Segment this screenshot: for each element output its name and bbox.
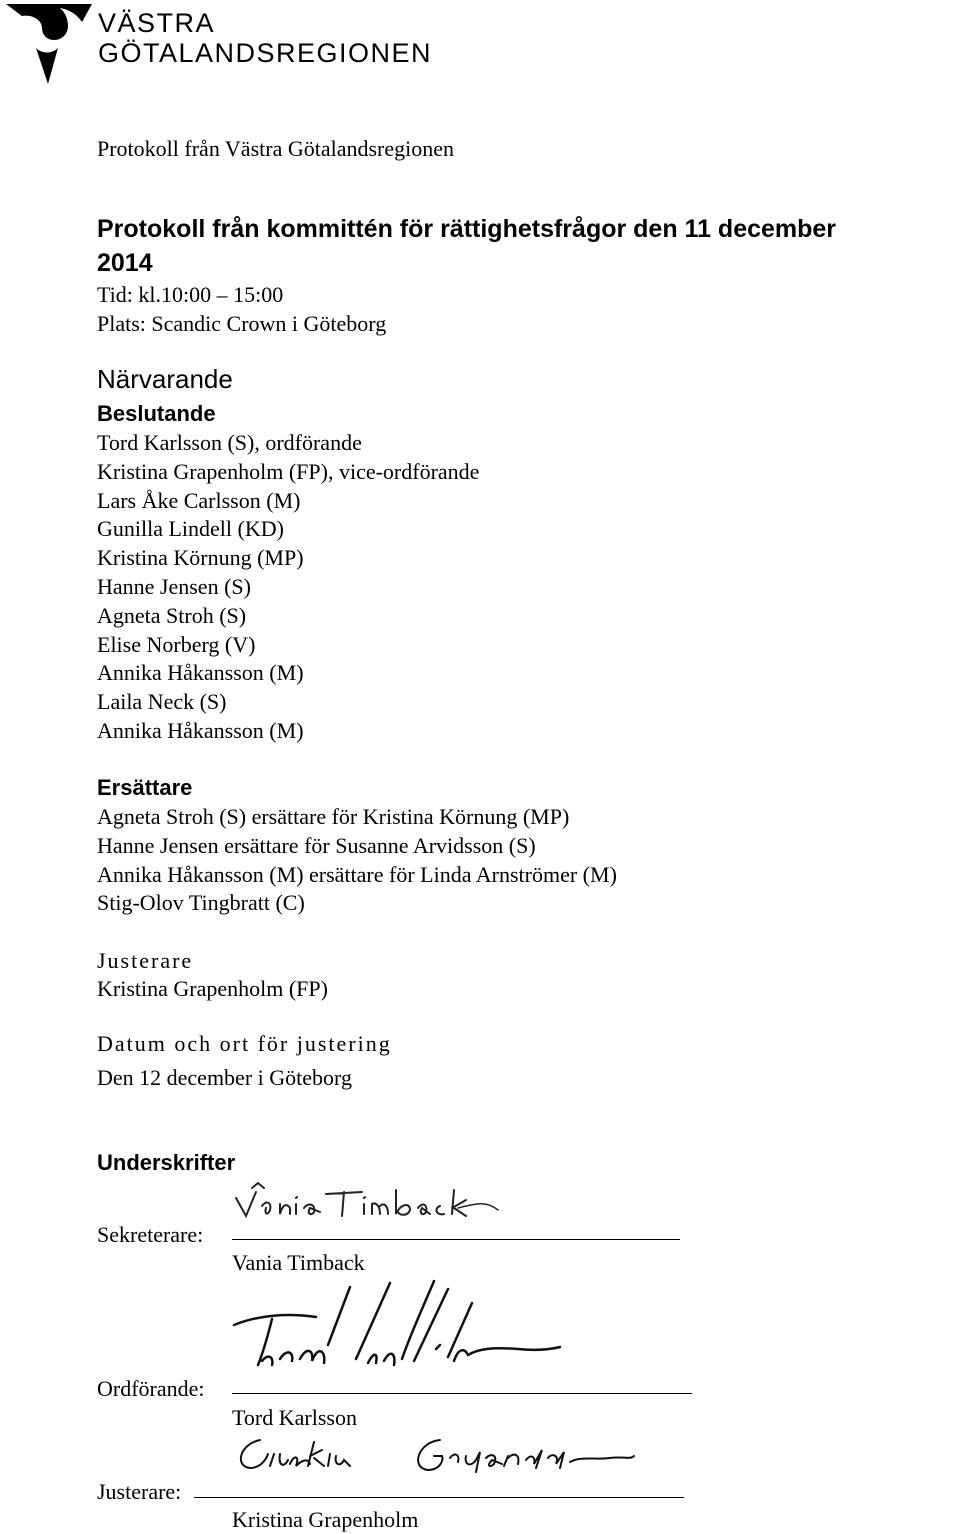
list-item: Lars Åke Carlsson (M) [97,487,301,513]
signatures-heading: Underskrifter [97,1150,236,1175]
substitutes-heading: Ersättare [97,775,193,800]
decision-members-list [97,429,479,746]
list-item: Elise Norberg (V) [97,631,256,657]
substitutes-list [97,803,617,918]
signature-name-secretary: Vania Timback [232,1250,365,1275]
logo [0,0,433,90]
meeting-place: Plats: Scandic Crown i Göteborg [97,311,387,336]
signature-role-adjuster: Justerare: [97,1479,182,1504]
list-item: Hanne Jensen ersättare för Susanne Arvidsson (S) [97,832,536,858]
list-item: Laila Neck (S) [97,689,227,715]
signature-adjuster-icon [230,1430,640,1480]
list-item: Tord Karlsson (S), ordförande [97,430,362,455]
logo-line-1: VÄSTRA [98,8,216,38]
list-item: Annika Håkansson (M) [97,660,304,686]
signature-secretary-icon [230,1178,520,1228]
adjust-date-heading: Datum och ort för justering [97,1031,392,1056]
list-item: Agneta Stroh (S) [97,602,247,628]
list-item: Stig-Olov Tingbratt (C) [97,890,305,916]
list-item: Hanne Jensen (S) [97,573,251,599]
logo-line-2: GÖTALANDSREGIONEN [98,38,433,68]
list-item: Kristina Körnung (MP) [97,545,304,571]
signature-line-chair [232,1393,692,1394]
adjusters-heading: Justerare [97,948,194,973]
list-item: Gunilla Lindell (KD) [97,516,284,542]
present-heading: Närvarande [97,364,233,394]
signature-line-adjuster [194,1497,684,1498]
document-header: Protokoll från Västra Götalandsregionen [97,136,455,161]
adjust-date: Den 12 december i Göteborg [97,1065,352,1090]
list-item: Annika Håkansson (M) [97,717,304,743]
signature-chair-icon [228,1275,568,1375]
list-item: Annika Håkansson (M) ersättare för Linda Arnströmer (M) [97,861,617,887]
list-item: Agneta Stroh (S) ersättare för Kristina Körnung (MP) [97,804,570,829]
signature-name-chair: Tord Karlsson [232,1405,357,1430]
page-title-line-1: Protokoll från kommittén för rättighetsfrågor den 11 december [97,215,837,243]
adjuster-name: Kristina Grapenholm (FP) [97,976,328,1001]
list-item: Kristina Grapenholm (FP), vice-ordförande [97,458,480,484]
meeting-time: Tid: kl.10:00 – 15:00 [97,282,284,307]
page-title-line-2: 2014 [97,249,153,277]
decision-heading: Beslutande [97,401,216,426]
signature-line-secretary [232,1239,680,1240]
signature-role-secretary: Sekreterare: [97,1222,204,1247]
signature-role-chair: Ordförande: [97,1376,205,1401]
signature-name-adjuster: Kristina Grapenholm [232,1507,419,1532]
region-logo-icon [2,0,94,88]
